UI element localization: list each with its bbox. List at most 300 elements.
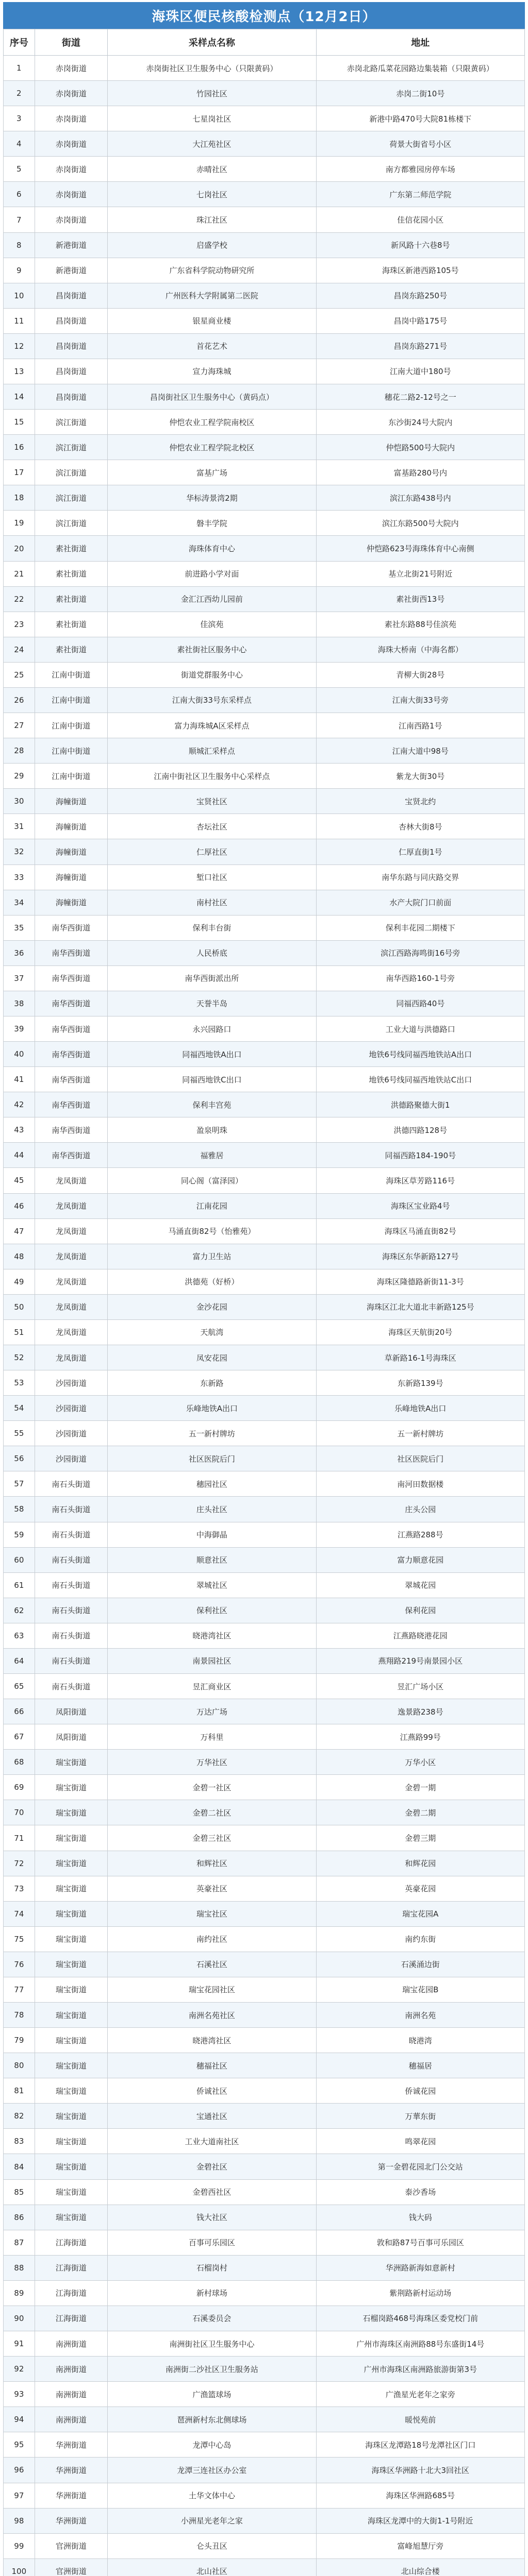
- cell-no: 37: [4, 965, 35, 991]
- cell-point: 南村社区: [108, 890, 316, 915]
- cell-street: 华洲街道: [35, 2432, 108, 2458]
- cell-point: 东新路: [108, 1370, 316, 1396]
- table-row: [4, 333, 525, 359]
- cell-no: 77: [4, 1977, 35, 2002]
- cell-address: 海珠区龙潭中的大街1-1号附近: [316, 2508, 524, 2533]
- cell-street: 江南中街道: [35, 738, 108, 764]
- table-row: [4, 637, 525, 662]
- cell-point: 石溪社区: [108, 1952, 316, 1977]
- cell-street: 江南中街道: [35, 662, 108, 687]
- cell-no: 45: [4, 1168, 35, 1193]
- cell-no: 28: [4, 738, 35, 764]
- table-row: [4, 1042, 525, 1067]
- cell-address: 南约东街: [316, 1926, 524, 1952]
- cell-no: 13: [4, 359, 35, 384]
- cell-point: 穗园社区: [108, 1471, 316, 1497]
- table-row: [4, 738, 525, 764]
- cell-street: 海幢街道: [35, 865, 108, 890]
- header-point: 采样点名称: [108, 29, 316, 56]
- cell-address: 富峰旭慧厅旁: [316, 2533, 524, 2558]
- cell-point: 万华社区: [108, 1750, 316, 1775]
- cell-point: 七星岗社区: [108, 106, 316, 131]
- cell-no: 87: [4, 2230, 35, 2255]
- cell-address: 燕翔路219号南景园小区: [316, 1648, 524, 1673]
- cell-address: 金碧一期: [316, 1775, 524, 1800]
- table-row: [4, 662, 525, 687]
- table-row: [4, 1724, 525, 1750]
- table-row: [4, 1825, 525, 1851]
- cell-point: 华标涛景湾2期: [108, 485, 316, 511]
- cell-street: 南石头街道: [35, 1598, 108, 1623]
- cell-no: 83: [4, 2129, 35, 2154]
- table-row: [4, 536, 525, 561]
- cell-street: 赤岗街道: [35, 106, 108, 131]
- cell-address: 紫荆路新村运动场: [316, 2280, 524, 2306]
- cell-address: 海珠区华洲路685号: [316, 2483, 524, 2508]
- cell-point: 社区医院后门: [108, 1446, 316, 1471]
- cell-address: 保利丰花园二期楼下: [316, 915, 524, 940]
- cell-point: 杏坛社区: [108, 814, 316, 839]
- cell-address: 晓港湾: [316, 2028, 524, 2053]
- cell-no: 84: [4, 2154, 35, 2179]
- cell-no: 18: [4, 485, 35, 511]
- cell-street: 素社街道: [35, 561, 108, 586]
- cell-street: 沙园街道: [35, 1446, 108, 1471]
- cell-no: 38: [4, 991, 35, 1016]
- cell-street: 江南中街道: [35, 764, 108, 789]
- cell-no: 74: [4, 1901, 35, 1926]
- table-row: [4, 2407, 525, 2432]
- cell-no: 46: [4, 1193, 35, 1218]
- cell-no: 63: [4, 1623, 35, 1648]
- cell-street: 江海街道: [35, 2306, 108, 2331]
- cell-point: 小洲星光老年之家: [108, 2508, 316, 2533]
- cell-address: 海珠区华洲路十北大3回社区: [316, 2458, 524, 2483]
- table-row: [4, 1319, 525, 1345]
- cell-point: 琶洲新村东北侧球场: [108, 2407, 316, 2432]
- cell-no: 69: [4, 1775, 35, 1800]
- cell-street: 江海街道: [35, 2255, 108, 2280]
- cell-no: 65: [4, 1674, 35, 1699]
- cell-point: 昌岗街社区卫生服务中心（黄码点）: [108, 384, 316, 410]
- cell-point: 万科里: [108, 1724, 316, 1750]
- cell-point: 工业大道南社区: [108, 2129, 316, 2154]
- table-row: [4, 131, 525, 157]
- cell-no: 52: [4, 1345, 35, 1370]
- cell-point: 金碧三社区: [108, 1825, 316, 1851]
- table-row: [4, 1901, 525, 1926]
- cell-point: 石溪委员会: [108, 2306, 316, 2331]
- cell-address: 新港中路470号大院81栋楼下: [316, 106, 524, 131]
- cell-address: 社区医院后门: [316, 1446, 524, 1471]
- cell-address: 富力顺意花园: [316, 1547, 524, 1572]
- cell-no: 60: [4, 1547, 35, 1572]
- cell-no: 55: [4, 1421, 35, 1446]
- table-row: [4, 2104, 525, 2129]
- cell-point: 南华西街派出所: [108, 965, 316, 991]
- cell-point: 磐丰学院: [108, 511, 316, 536]
- table-row: [4, 2533, 525, 2558]
- cell-address: 石榴岗路468号海珠区委党校门前: [316, 2306, 524, 2331]
- table-row: [4, 764, 525, 789]
- cell-address: 工业大道与洪德路口: [316, 1016, 524, 1041]
- table-row: [4, 1572, 525, 1598]
- cell-point: 马涌直街82号（怡雅苑）: [108, 1218, 316, 1244]
- cell-address: 紫龙大街30号: [316, 764, 524, 789]
- cell-no: 23: [4, 612, 35, 637]
- cell-point: 素社街社区服务中心: [108, 637, 316, 662]
- table-row: [4, 1750, 525, 1775]
- cell-point: 福雅居: [108, 1143, 316, 1168]
- cell-no: 70: [4, 1800, 35, 1825]
- cell-address: 新风路十六巷8号: [316, 232, 524, 258]
- cell-street: 南洲街道: [35, 2407, 108, 2432]
- cell-no: 16: [4, 435, 35, 460]
- cell-street: 滨江街道: [35, 435, 108, 460]
- cell-address: 水产大院门口前面: [316, 890, 524, 915]
- cell-address: 敦和路87号百事可乐园区: [316, 2230, 524, 2255]
- cell-point: 五一新村牌坊: [108, 1421, 316, 1446]
- cell-address: 海珠区马涌直街82号: [316, 1218, 524, 1244]
- cell-point: 金碧西社区: [108, 2179, 316, 2205]
- cell-no: 97: [4, 2483, 35, 2508]
- cell-address: 广东第二师范学院: [316, 182, 524, 207]
- cell-no: 9: [4, 258, 35, 283]
- cell-no: 41: [4, 1067, 35, 1092]
- cell-address: 江南大道中180号: [316, 359, 524, 384]
- table-row: [4, 1876, 525, 1901]
- cell-no: 27: [4, 713, 35, 738]
- cell-no: 8: [4, 232, 35, 258]
- cell-point: 仲恺农业工程学院北校区: [108, 435, 316, 460]
- table-row: [4, 965, 525, 991]
- cell-address: 昌岗中路175号: [316, 308, 524, 333]
- table-row: [4, 940, 525, 965]
- cell-no: 90: [4, 2306, 35, 2331]
- table-row: [4, 991, 525, 1016]
- cell-point: 赤岗街社区卫生服务中心（只限黄码）: [108, 56, 316, 81]
- cell-no: 26: [4, 687, 35, 713]
- cell-address: 滨江东路438号内: [316, 485, 524, 511]
- cell-no: 4: [4, 131, 35, 157]
- cell-address: 乐峰地铁A出口: [316, 1396, 524, 1421]
- cell-point: 银星商业楼: [108, 308, 316, 333]
- cell-address: 瑞宝花园B: [316, 1977, 524, 2002]
- table-row: [4, 384, 525, 410]
- cell-no: 49: [4, 1269, 35, 1294]
- cell-no: 42: [4, 1092, 35, 1117]
- cell-street: 新港街道: [35, 232, 108, 258]
- table-row: [4, 1218, 525, 1244]
- cell-street: 瑞宝街道: [35, 1952, 108, 1977]
- cell-point: 英豪社区: [108, 1876, 316, 1901]
- cell-street: 官洲街道: [35, 2558, 108, 2576]
- cell-address: 海珠区江北大道北丰新路125号: [316, 1294, 524, 1319]
- cell-point: 同福西地铁C出口: [108, 1067, 316, 1092]
- cell-no: 86: [4, 2205, 35, 2230]
- cell-point: 南洲名苑社区: [108, 2003, 316, 2028]
- cell-no: 12: [4, 333, 35, 359]
- cell-no: 98: [4, 2508, 35, 2533]
- cell-address: 昌岗东路250号: [316, 283, 524, 308]
- cell-no: 61: [4, 1572, 35, 1598]
- table-row: [4, 890, 525, 915]
- table-row: [4, 2558, 525, 2576]
- cell-no: 3: [4, 106, 35, 131]
- table-row: [4, 1851, 525, 1876]
- table-row: [4, 713, 525, 738]
- table-row: [4, 1800, 525, 1825]
- table-row: [4, 1926, 525, 1952]
- cell-no: 36: [4, 940, 35, 965]
- cell-street: 华洲街道: [35, 2483, 108, 2508]
- cell-street: 素社街道: [35, 612, 108, 637]
- table-row: [4, 1396, 525, 1421]
- cell-point: 盈泉明珠: [108, 1117, 316, 1143]
- cell-point: 富力卫生站: [108, 1244, 316, 1269]
- cell-street: 龙凤街道: [35, 1319, 108, 1345]
- cell-point: 石榴岗村: [108, 2255, 316, 2280]
- cell-point: 保利丰台街: [108, 915, 316, 940]
- table-row: [4, 2255, 525, 2280]
- table-row: [4, 1623, 525, 1648]
- cell-point: 广东省科学院动物研究所: [108, 258, 316, 283]
- cell-street: 江南中街道: [35, 713, 108, 738]
- cell-no: 43: [4, 1117, 35, 1143]
- cell-street: 滨江街道: [35, 485, 108, 511]
- table-row: [4, 1168, 525, 1193]
- cell-no: 81: [4, 2078, 35, 2104]
- cell-address: 海珠区隆德路新街11-3号: [316, 1269, 524, 1294]
- table-row: [4, 182, 525, 207]
- table-row: [4, 1345, 525, 1370]
- table-row: [4, 1092, 525, 1117]
- cell-point: 龙潭三连社区办公室: [108, 2458, 316, 2483]
- cell-address: 南华东路与同庆路交界: [316, 865, 524, 890]
- table-row: [4, 1143, 525, 1168]
- cell-no: 2: [4, 81, 35, 106]
- cell-street: 南华西街道: [35, 940, 108, 965]
- cell-address: 第一金碧花园北门公交站: [316, 2154, 524, 2179]
- cell-street: 昌岗街道: [35, 308, 108, 333]
- table-row: [4, 359, 525, 384]
- cell-address: 江燕路288号: [316, 1522, 524, 1547]
- cell-street: 瑞宝街道: [35, 1800, 108, 1825]
- header-address: 地址: [316, 29, 524, 56]
- table-row: [4, 1674, 525, 1699]
- cell-street: 瑞宝街道: [35, 1851, 108, 1876]
- cell-address: 海珠区天航街20号: [316, 1319, 524, 1345]
- cell-address: 海珠区新港西路105号: [316, 258, 524, 283]
- cell-street: 南洲街道: [35, 2357, 108, 2382]
- cell-point: 堑口社区: [108, 865, 316, 890]
- cell-address: 南洲名苑: [316, 2003, 524, 2028]
- cell-street: 华洲街道: [35, 2458, 108, 2483]
- cell-no: 82: [4, 2104, 35, 2129]
- header-no: 序号: [4, 29, 35, 56]
- cell-point: 海珠体育中心: [108, 536, 316, 561]
- cell-address: 同福西路184-190号: [316, 1143, 524, 1168]
- cell-street: 龙凤街道: [35, 1168, 108, 1193]
- cell-street: 南华西街道: [35, 965, 108, 991]
- table-row: [4, 1244, 525, 1269]
- cell-point: 富基广场: [108, 460, 316, 485]
- table-row: [4, 814, 525, 839]
- cell-no: 35: [4, 915, 35, 940]
- cell-point: 广渔篮球场: [108, 2382, 316, 2407]
- table-row: [4, 1193, 525, 1218]
- cell-street: 赤岗街道: [35, 56, 108, 81]
- table-row: [4, 1497, 525, 1522]
- table-row: [4, 435, 525, 460]
- cell-no: 48: [4, 1244, 35, 1269]
- cell-no: 73: [4, 1876, 35, 1901]
- cell-no: 15: [4, 410, 35, 435]
- cell-point: 江南中街社区卫生服务中心采样点: [108, 764, 316, 789]
- cell-point: 宝贤社区: [108, 789, 316, 814]
- table-row: [4, 2205, 525, 2230]
- cell-point: 庄头社区: [108, 1497, 316, 1522]
- table-row: [4, 1952, 525, 1977]
- cell-address: 广州市海珠区南洲路88号东盛街14号: [316, 2331, 524, 2357]
- table-row: [4, 2508, 525, 2533]
- cell-address: 侨诚花园: [316, 2078, 524, 2104]
- table-row: [4, 511, 525, 536]
- cell-point: 街道党群服务中心: [108, 662, 316, 687]
- table-row: [4, 460, 525, 485]
- cell-point: 竹园社区: [108, 81, 316, 106]
- cell-no: 10: [4, 283, 35, 308]
- cell-address: 海珠区草芳路116号: [316, 1168, 524, 1193]
- cell-no: 22: [4, 586, 35, 612]
- cell-street: 南华西街道: [35, 1143, 108, 1168]
- cell-address: 海珠区宝业路4号: [316, 1193, 524, 1218]
- cell-address: 荷景大街省号小区: [316, 131, 524, 157]
- cell-address: 万华小区: [316, 1750, 524, 1775]
- cell-point: 晓港湾社区: [108, 2028, 316, 2053]
- cell-street: 南石头街道: [35, 1572, 108, 1598]
- cell-street: 海幢街道: [35, 814, 108, 839]
- cell-no: 39: [4, 1016, 35, 1041]
- table-row: [4, 2306, 525, 2331]
- cell-point: 江南花园: [108, 1193, 316, 1218]
- table-row: [4, 561, 525, 586]
- cell-address: 钱大码: [316, 2205, 524, 2230]
- cell-no: 11: [4, 308, 35, 333]
- cell-no: 100: [4, 2558, 35, 2576]
- table-row: [4, 1775, 525, 1800]
- table-row: [4, 586, 525, 612]
- table-row: [4, 2179, 525, 2205]
- cell-address: 五一新村牌坊: [316, 1421, 524, 1446]
- table-row: [4, 612, 525, 637]
- cell-no: 78: [4, 2003, 35, 2028]
- cell-street: 瑞宝街道: [35, 2205, 108, 2230]
- cell-point: 和辉社区: [108, 1851, 316, 1876]
- cell-no: 31: [4, 814, 35, 839]
- table-row: [4, 2483, 525, 2508]
- cell-point: 珠江社区: [108, 207, 316, 232]
- cell-street: 南石头街道: [35, 1648, 108, 1673]
- cell-address: 地铁6号线同福西地铁站A出口: [316, 1042, 524, 1067]
- cell-no: 71: [4, 1825, 35, 1851]
- cell-point: 乐峰地铁A出口: [108, 1396, 316, 1421]
- cell-street: 凤阳街道: [35, 1724, 108, 1750]
- cell-address: 海珠区龙潭路18号龙潭社区门口: [316, 2432, 524, 2458]
- cell-address: 南华西路160-1号旁: [316, 965, 524, 991]
- cell-point: 南洲街二沙社区卫生服务站: [108, 2357, 316, 2382]
- cell-point: 永兴园路口: [108, 1016, 316, 1041]
- cell-point: 宝通社区: [108, 2104, 316, 2129]
- cell-no: 17: [4, 460, 35, 485]
- cell-no: 50: [4, 1294, 35, 1319]
- cell-no: 88: [4, 2255, 35, 2280]
- cell-street: 瑞宝街道: [35, 2179, 108, 2205]
- cell-street: 瑞宝街道: [35, 1901, 108, 1926]
- cell-point: 瑞宝社区: [108, 1901, 316, 1926]
- cell-street: 南石头街道: [35, 1471, 108, 1497]
- cell-address: 华洲路新海如意新村: [316, 2255, 524, 2280]
- table-row: [4, 2078, 525, 2104]
- table-header-row: [4, 29, 525, 56]
- cell-street: 瑞宝街道: [35, 1876, 108, 1901]
- cell-no: 91: [4, 2331, 35, 2357]
- cell-point: 启盛学校: [108, 232, 316, 258]
- cell-point: 金碧二社区: [108, 1800, 316, 1825]
- cell-address: 石溪涌边街: [316, 1952, 524, 1977]
- table-row: [4, 232, 525, 258]
- cell-address: 广州市海珠区南洲路旅游街第3号: [316, 2357, 524, 2382]
- cell-no: 76: [4, 1952, 35, 1977]
- cell-no: 56: [4, 1446, 35, 1471]
- cell-point: 南洲街社区卫生服务中心: [108, 2331, 316, 2357]
- cell-address: 东新路139号: [316, 1370, 524, 1396]
- cell-street: 瑞宝街道: [35, 2104, 108, 2129]
- cell-street: 龙凤街道: [35, 1294, 108, 1319]
- cell-street: 龙凤街道: [35, 1244, 108, 1269]
- cell-street: 凤阳街道: [35, 1699, 108, 1724]
- cell-street: 南石头街道: [35, 1497, 108, 1522]
- cell-point: 同福西地铁A出口: [108, 1042, 316, 1067]
- cell-no: 66: [4, 1699, 35, 1724]
- cell-no: 59: [4, 1522, 35, 1547]
- cell-point: 宣力海珠城: [108, 359, 316, 384]
- cell-no: 19: [4, 511, 35, 536]
- cell-point: 南景园社区: [108, 1648, 316, 1673]
- cell-address: 素社街西13号: [316, 586, 524, 612]
- cell-street: 江海街道: [35, 2230, 108, 2255]
- cell-point: 顺意社区: [108, 1547, 316, 1572]
- cell-street: 滨江街道: [35, 460, 108, 485]
- cell-address: 江南大道中98号: [316, 738, 524, 764]
- cell-address: 洪德路聚德大街1: [316, 1092, 524, 1117]
- cell-point: 金碧社区: [108, 2154, 316, 2179]
- table-row: [4, 485, 525, 511]
- table-row: [4, 1522, 525, 1547]
- table-row: [4, 687, 525, 713]
- cell-address: 杏林大街8号: [316, 814, 524, 839]
- cell-street: 南华西街道: [35, 1092, 108, 1117]
- cell-no: 44: [4, 1143, 35, 1168]
- cell-street: 瑞宝街道: [35, 2154, 108, 2179]
- cell-address: 赤岗北路瓜菜花园路边集装箱（只限黄码）: [316, 56, 524, 81]
- cell-street: 南华西街道: [35, 1067, 108, 1092]
- cell-street: 瑞宝街道: [35, 2129, 108, 2154]
- cell-point: 广州医科大学附属第二医院: [108, 283, 316, 308]
- cell-no: 24: [4, 637, 35, 662]
- cell-address: 逸景路238号: [316, 1699, 524, 1724]
- table-row: [4, 1421, 525, 1446]
